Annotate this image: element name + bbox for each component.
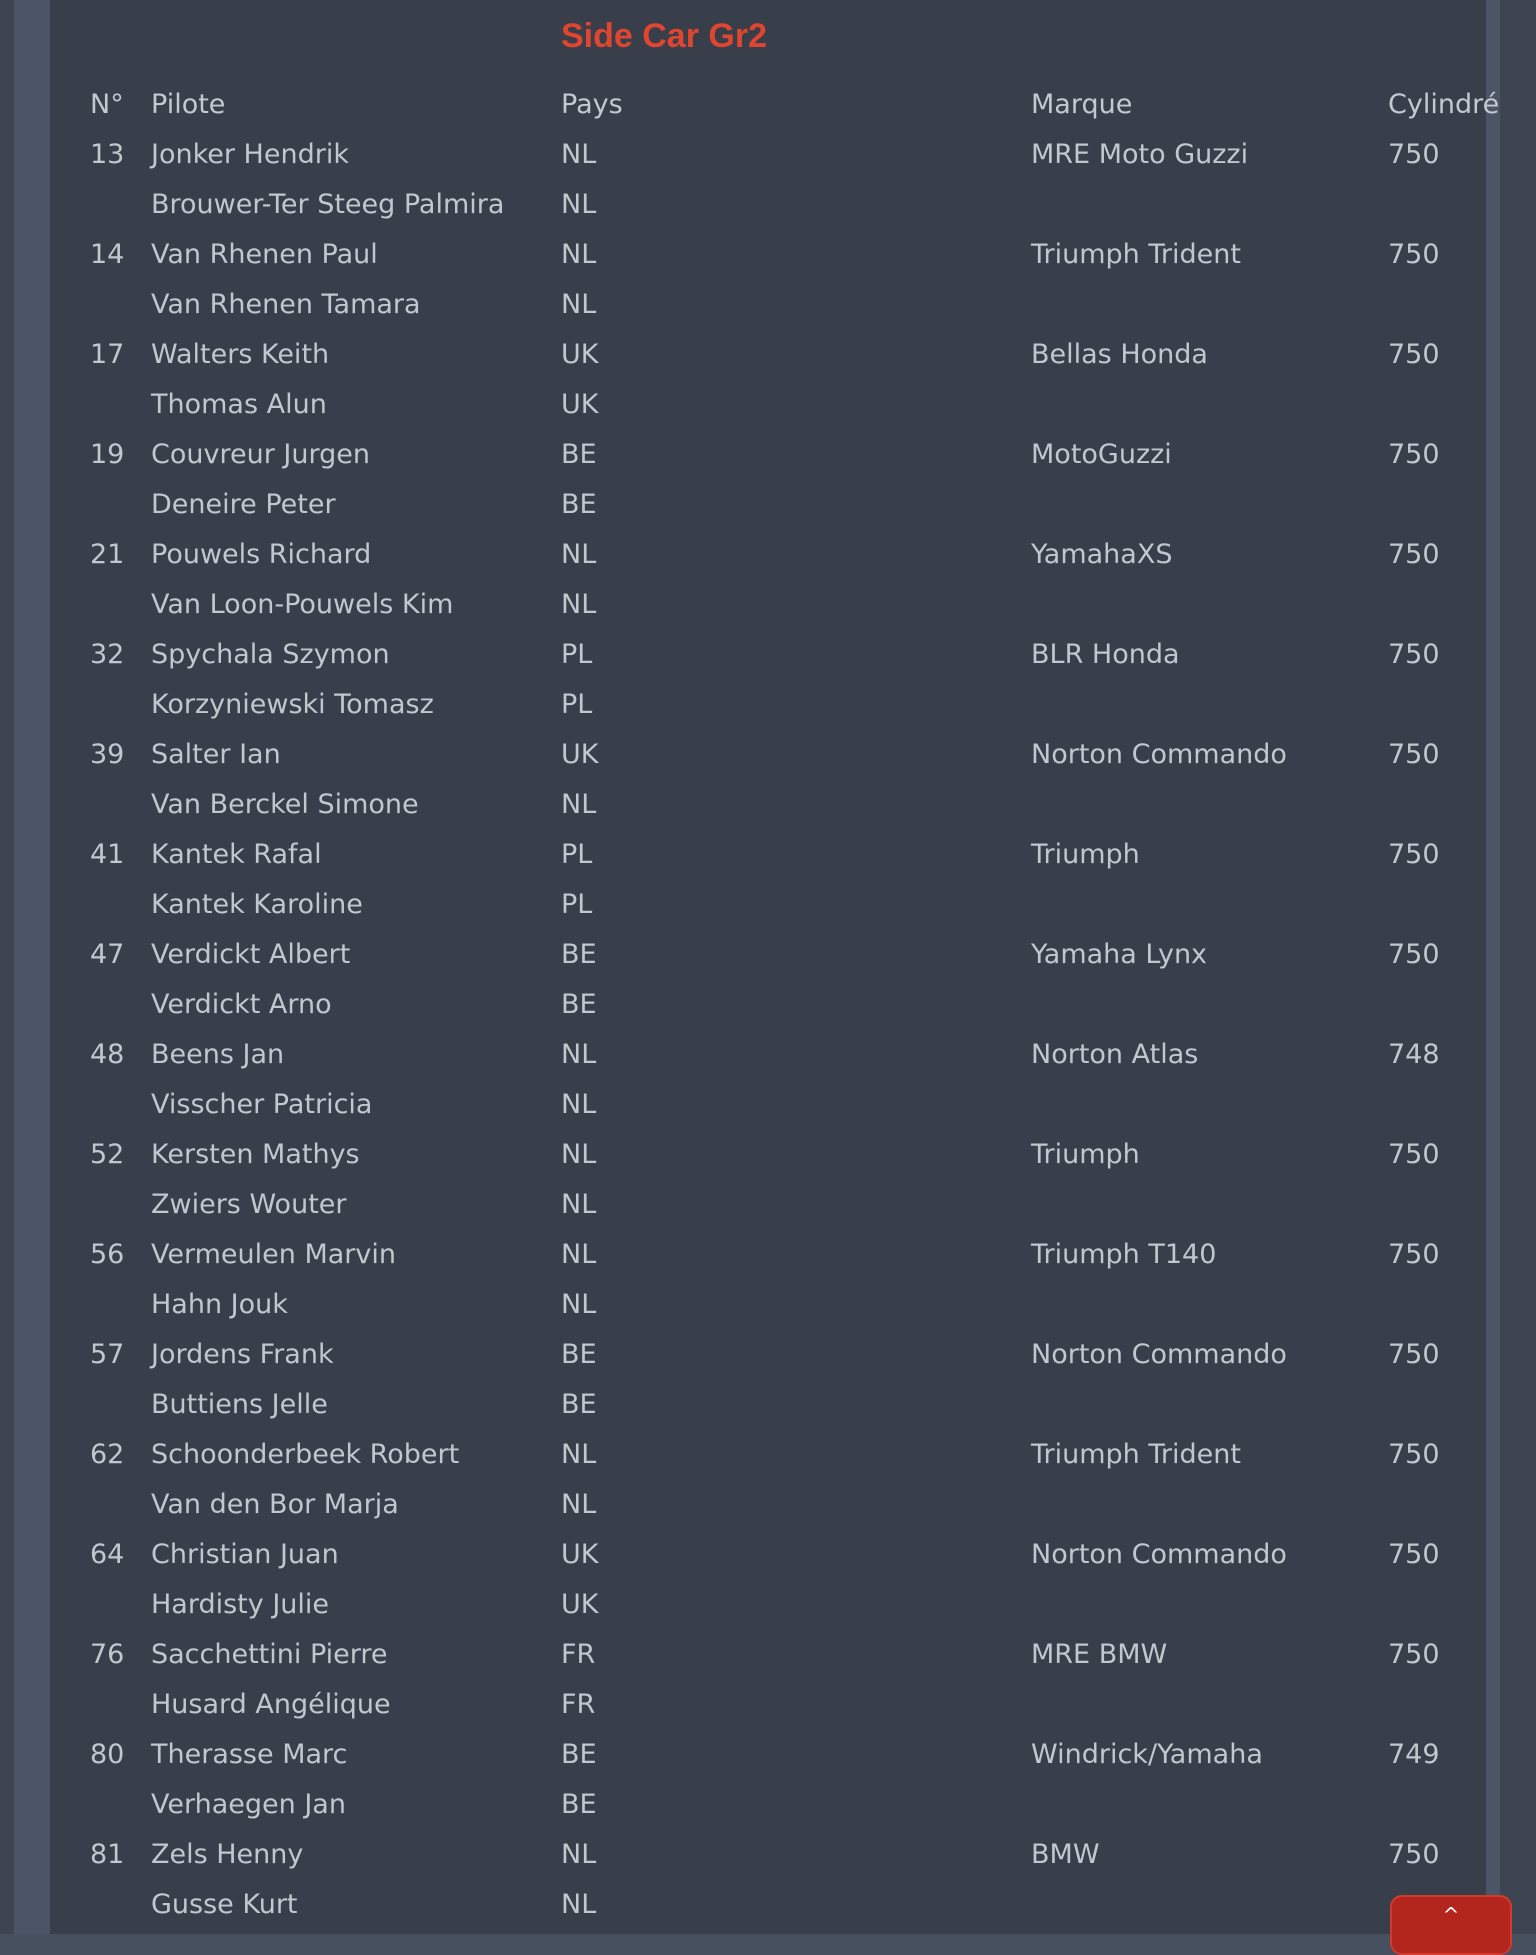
cell-pays: NL (561, 1489, 597, 1520)
cell-num: 14 (90, 239, 125, 270)
table-body (0, 130, 1536, 1930)
cell-pays: NL (561, 789, 597, 820)
table-row (0, 1680, 1536, 1730)
table-row (0, 580, 1536, 630)
cell-pays: BE (561, 1389, 597, 1420)
cell-pilote: Vermeulen Marvin (151, 1239, 396, 1270)
cell-pays: FR (561, 1689, 596, 1720)
cell-pilote: Buttiens Jelle (151, 1389, 328, 1420)
cell-marque: Triumph (1031, 1139, 1140, 1170)
cell-pays: NL (561, 1239, 597, 1270)
cell-pilote: Brouwer-Ter Steeg Palmira (151, 189, 505, 220)
cell-pays: UK (561, 739, 599, 770)
table-row (0, 330, 1536, 380)
cell-pays: UK (561, 339, 599, 370)
cell-pays: NL (561, 539, 597, 570)
cell-pilote: Spychala Szymon (151, 639, 390, 670)
cell-num: 81 (90, 1839, 125, 1870)
table-row (0, 1530, 1536, 1580)
cell-marque: MRE Moto Guzzi (1031, 139, 1249, 170)
cell-marque: BLR Honda (1031, 639, 1180, 670)
table-row (0, 1880, 1536, 1930)
cell-pilote: Schoonderbeek Robert (151, 1439, 460, 1470)
cell-marque: Yamaha Lynx (1031, 939, 1208, 970)
cell-pilote: Van Loon-Pouwels Kim (151, 589, 454, 620)
cell-pays: BE (561, 489, 597, 520)
cell-pilote: Jordens Frank (151, 1339, 334, 1370)
cell-pilote: Deneire Peter (151, 489, 336, 520)
header-pays: Pays (561, 89, 623, 120)
table-row (0, 1180, 1536, 1230)
cell-marque: Norton Commando (1031, 1339, 1287, 1370)
cell-pays: NL (561, 239, 597, 270)
cell-cylindree: 750 (1388, 139, 1440, 170)
cell-pilote: Van Rhenen Tamara (151, 289, 421, 320)
cell-num: 32 (90, 639, 125, 670)
cell-num: 76 (90, 1639, 125, 1670)
table-row (0, 280, 1536, 330)
cell-cylindree: 749 (1388, 1739, 1440, 1770)
cell-cylindree: 750 (1388, 1539, 1440, 1570)
cell-marque: Triumph T140 (1031, 1239, 1217, 1270)
cell-pilote: Hahn Jouk (151, 1289, 288, 1320)
cell-pilote: Walters Keith (151, 339, 330, 370)
table-row (0, 780, 1536, 830)
cell-cylindree: 750 (1388, 1239, 1440, 1270)
cell-pays: NL (561, 289, 597, 320)
cell-num: 57 (90, 1339, 125, 1370)
cell-pays: BE (561, 989, 597, 1020)
cell-pays: NL (561, 1889, 597, 1920)
page-title: Side Car Gr2 (561, 17, 767, 55)
cell-pays: UK (561, 1589, 599, 1620)
cell-num: 62 (90, 1439, 125, 1470)
cell-pilote: Sacchettini Pierre (151, 1639, 388, 1670)
cell-num: 48 (90, 1039, 125, 1070)
cell-pays: BE (561, 1789, 597, 1820)
table-row (0, 1430, 1536, 1480)
header-cylindree: Cylindré (1388, 89, 1500, 120)
cell-pilote: Verdickt Arno (151, 989, 332, 1020)
cell-cylindree: 750 (1388, 1339, 1440, 1370)
cell-marque: MotoGuzzi (1031, 439, 1172, 470)
table-row (0, 1330, 1536, 1380)
cell-pays: NL (561, 1289, 597, 1320)
cell-pays: PL (561, 889, 593, 920)
cell-cylindree: 750 (1388, 1839, 1440, 1870)
cell-num: 64 (90, 1539, 125, 1570)
cell-pays: PL (561, 639, 593, 670)
cell-pays: BE (561, 1739, 597, 1770)
table-row (0, 480, 1536, 530)
cell-marque: Norton Atlas (1031, 1039, 1199, 1070)
cell-num: 52 (90, 1139, 125, 1170)
cell-marque: Windrick/Yamaha (1031, 1739, 1263, 1770)
cell-pays: BE (561, 439, 597, 470)
cell-pilote: Christian Juan (151, 1539, 339, 1570)
cell-cylindree: 750 (1388, 739, 1440, 770)
cell-pays: NL (561, 1139, 597, 1170)
table-row (0, 1230, 1536, 1280)
cell-num: 41 (90, 839, 125, 870)
cell-cylindree: 750 (1388, 639, 1440, 670)
cell-pilote: Verhaegen Jan (151, 1789, 346, 1820)
cell-pilote: Visscher Patricia (151, 1089, 373, 1120)
cell-cylindree: 750 (1388, 539, 1440, 570)
cell-pilote: Van Berckel Simone (151, 789, 419, 820)
cell-marque: Triumph (1031, 839, 1140, 870)
table-row (0, 1830, 1536, 1880)
cell-num: 47 (90, 939, 125, 970)
scroll-to-top-button[interactable] (1390, 1895, 1512, 1955)
cell-marque: Triumph Trident (1031, 239, 1241, 270)
cell-num: 19 (90, 439, 125, 470)
cell-pilote: Couvreur Jurgen (151, 439, 370, 470)
cell-pays: NL (561, 1189, 597, 1220)
cell-pilote: Gusse Kurt (151, 1889, 298, 1920)
table-row (0, 380, 1536, 430)
cell-pays: NL (561, 1439, 597, 1470)
cell-cylindree: 750 (1388, 1439, 1440, 1470)
cell-cylindree: 750 (1388, 1639, 1440, 1670)
cell-pilote: Beens Jan (151, 1039, 285, 1070)
table-row (0, 1030, 1536, 1080)
cell-pays: FR (561, 1639, 596, 1670)
entry-table (0, 80, 1536, 1934)
table-header (0, 80, 1536, 130)
cell-pays: BE (561, 939, 597, 970)
table-row (0, 1380, 1536, 1430)
table-row (0, 1130, 1536, 1180)
table-row (0, 130, 1536, 180)
header-pilote: Pilote (151, 89, 226, 120)
cell-num: 17 (90, 339, 125, 370)
table-row (0, 430, 1536, 480)
cell-pilote: Verdickt Albert (151, 939, 351, 970)
cell-pilote: Zels Henny (151, 1839, 304, 1870)
table-row (0, 730, 1536, 780)
cell-pilote: Husard Angélique (151, 1689, 391, 1720)
cell-pilote: Zwiers Wouter (151, 1189, 347, 1220)
cell-cylindree: 750 (1388, 1139, 1440, 1170)
cell-marque: YamahaXS (1031, 539, 1173, 570)
table-row (0, 530, 1536, 580)
cell-num: 39 (90, 739, 125, 770)
header-marque: Marque (1031, 89, 1133, 120)
cell-marque: Triumph Trident (1031, 1439, 1241, 1470)
header-num: N° (90, 89, 124, 120)
cell-pilote: Kantek Karoline (151, 889, 363, 920)
cell-cylindree: 750 (1388, 339, 1440, 370)
cell-pilote: Therasse Marc (151, 1739, 348, 1770)
cell-cylindree: 750 (1388, 239, 1440, 270)
cell-pays: PL (561, 689, 593, 720)
cell-cylindree: 750 (1388, 839, 1440, 870)
cell-pays: BE (561, 1339, 597, 1370)
cell-pilote: Salter Ian (151, 739, 281, 770)
cell-pilote: Korzyniewski Tomasz (151, 689, 434, 720)
cell-pays: NL (561, 1839, 597, 1870)
table-row (0, 1730, 1536, 1780)
cell-num: 56 (90, 1239, 125, 1270)
table-row (0, 1780, 1536, 1830)
caret-up-icon: ^ (1442, 1903, 1460, 1927)
cell-pays: NL (561, 1039, 597, 1070)
cell-num: 21 (90, 539, 125, 570)
cell-pays: NL (561, 189, 597, 220)
cell-pilote: Kantek Rafal (151, 839, 322, 870)
table-row (0, 630, 1536, 680)
cell-pays: NL (561, 1089, 597, 1120)
table-row (0, 1080, 1536, 1130)
cell-pilote: Jonker Hendrik (151, 139, 349, 170)
table-row (0, 1280, 1536, 1330)
cell-marque: MRE BMW (1031, 1639, 1168, 1670)
cell-pays: PL (561, 839, 593, 870)
cell-pays: NL (561, 589, 597, 620)
cell-marque: BMW (1031, 1839, 1100, 1870)
table-row (0, 830, 1536, 880)
cell-marque: Norton Commando (1031, 1539, 1287, 1570)
table-row (0, 230, 1536, 280)
cell-cylindree: 750 (1388, 439, 1440, 470)
cell-num: 13 (90, 139, 125, 170)
cell-pays: UK (561, 389, 599, 420)
table-row (0, 1580, 1536, 1630)
cell-pilote: Hardisty Julie (151, 1589, 330, 1620)
cell-pilote: Van Rhenen Paul (151, 239, 378, 270)
table-row (0, 880, 1536, 930)
cell-pays: NL (561, 139, 597, 170)
table-row (0, 180, 1536, 230)
cell-pilote: Van den Bor Marja (151, 1489, 399, 1520)
cell-pilote: Pouwels Richard (151, 539, 372, 570)
table-row (0, 1630, 1536, 1680)
cell-marque: Norton Commando (1031, 739, 1287, 770)
cell-cylindree: 748 (1388, 1039, 1440, 1070)
cell-pays: UK (561, 1539, 599, 1570)
cell-num: 80 (90, 1739, 125, 1770)
cell-pilote: Kersten Mathys (151, 1139, 360, 1170)
table-row (0, 680, 1536, 730)
table-row (0, 1480, 1536, 1530)
cell-cylindree: 750 (1388, 939, 1440, 970)
cell-pilote: Thomas Alun (151, 389, 327, 420)
table-row (0, 980, 1536, 1030)
cell-marque: Bellas Honda (1031, 339, 1208, 370)
table-row (0, 930, 1536, 980)
